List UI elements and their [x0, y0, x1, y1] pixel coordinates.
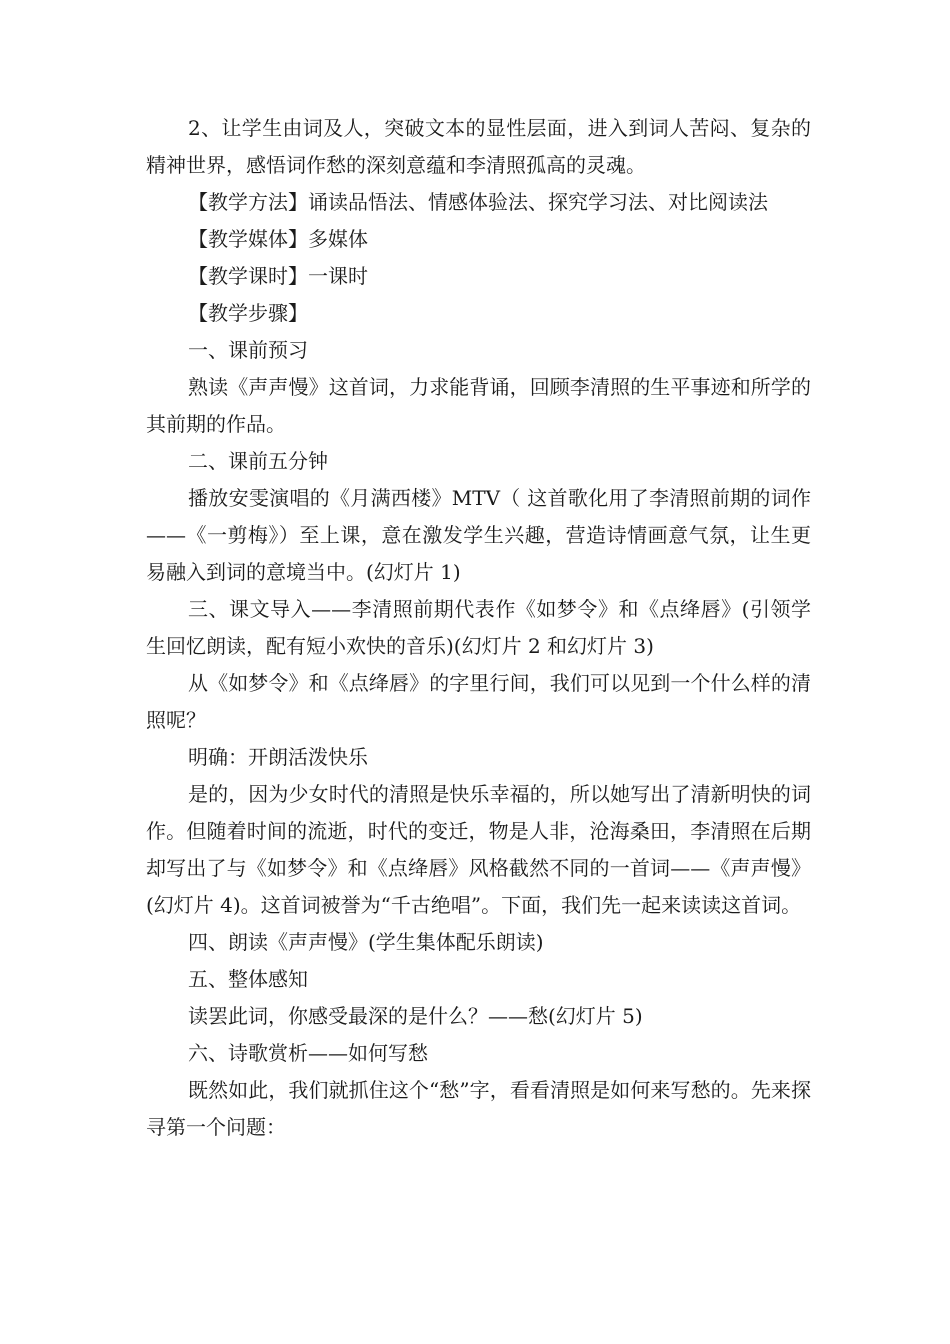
document-body [146, 110, 811, 1146]
paragraph-class-hours: 【教学课时】一课时 [188, 264, 368, 288]
section-heading-overall: 五、整体感知 [188, 967, 308, 991]
section-heading-introduction: 三、课文导入——李清照前期代表作《如梦令》和《点绛唇》(引领学生回忆朗读，配有短小欢快的音乐)(幻灯片 2 和幻灯片 3) [146, 597, 811, 658]
paragraph-analysis: 既然如此，我们就抓住这个“愁”字，看看清照是如何来写愁的。先来探寻第一个问题： [146, 1078, 811, 1139]
section-heading-five-minutes: 二、课前五分钟 [188, 449, 328, 473]
paragraph-teaching-steps: 【教学步骤】 [188, 301, 308, 325]
section-heading-preview: 一、课前预习 [188, 338, 308, 362]
paragraph-question: 从《如梦令》和《点绛唇》的字里行间，我们可以见到一个什么样的清照呢？ [146, 671, 811, 732]
paragraph-overall: 读罢此词，你感受最深的是什么？——愁(幻灯片 5) [188, 1004, 643, 1028]
section-heading-analysis: 六、诗歌赏析——如何写愁 [188, 1041, 428, 1065]
paragraph-transition: 是的，因为少女时代的清照是快乐幸福的，所以她写出了清新明快的词作。但随着时间的流逝，时代的变迁，物是人非，沧海桑田，李清照在后期却写出了与《如梦令》和《点绛唇》风格截然不同的一首词——《声声慢》(幻灯片 4)。这首词被誉为“千古绝唱”。下面，我们先一起来读读这首词。 [146, 782, 811, 917]
paragraph-five-minutes: 播放安雯演唱的《月满西楼》MTV（ 这首歌化用了李清照前期的词作——《一剪梅》）至上课，意在激发学生兴趣，营造诗情画意气氛，让生更易融入到词的意境当中。(幻灯片 1) [146, 486, 811, 584]
paragraph-preview: 熟读《声声慢》这首词，力求能背诵，回顾李清照的生平事迹和所学的其前期的作品。 [146, 375, 811, 436]
section-heading-reading: 四、朗读《声声慢》(学生集体配乐朗读) [188, 930, 544, 954]
paragraph-answer: 明确：开朗活泼快乐 [188, 745, 368, 769]
paragraph-teaching-media: 【教学媒体】多媒体 [188, 227, 368, 251]
paragraph-objective-2: 2、让学生由词及人，突破文本的显性层面，进入到词人苦闷、复杂的精神世界，感悟词作愁的深刻意蕴和李清照孤高的灵魂。 [146, 116, 811, 177]
paragraph-teaching-methods: 【教学方法】诵读品悟法、情感体验法、探究学习法、对比阅读法 [188, 190, 768, 214]
